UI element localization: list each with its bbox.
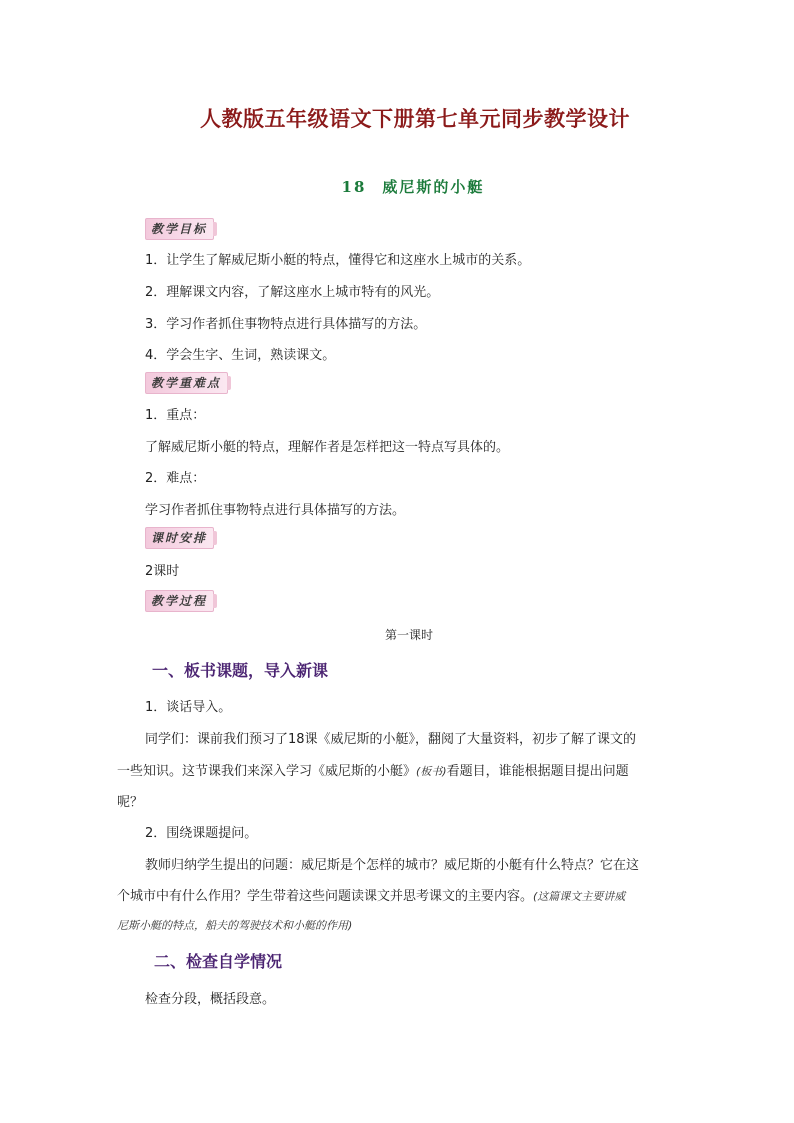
- lesson-number: 18: [341, 178, 367, 196]
- lesson-name: 威尼斯的小艇: [382, 178, 485, 196]
- part1-step2: 2．围绕课题提问。: [145, 826, 258, 841]
- session-title: 第一课时: [384, 628, 433, 642]
- document-title: 人教版五年级语文下册第七单元同步教学设计: [200, 107, 630, 131]
- part1-step1: 1．谈话导入。: [145, 700, 232, 715]
- lesson-title: [0, 176, 794, 197]
- objectives-tag: 教学目标: [145, 218, 214, 240]
- process-tag: 教学过程: [145, 590, 214, 612]
- keypoints-tag: 教学重难点: [145, 372, 228, 394]
- part1-para2-line2: [117, 885, 625, 904]
- objective-item: 4．学会生字、生词，熟读课文。: [145, 348, 336, 363]
- part2-text: 检查分段，概括段意。: [145, 992, 276, 1007]
- part1-para1-line2-b: 看题目，谁能根据题目提出问题: [446, 764, 629, 779]
- summary-note-cont: 尼斯小艇的特点，船夫的驾驶技术和小艇的作用): [117, 919, 353, 932]
- key-text: 了解威尼斯小艇的特点，理解作者是怎样把这一特点写具体的。: [145, 440, 510, 455]
- key-label: 1．重点：: [145, 408, 206, 423]
- objective-item: 3．学习作者抓住事物特点进行具体描写的方法。: [145, 317, 427, 332]
- part2-heading: 二、检查自学情况: [154, 952, 283, 971]
- part1-heading: 一、板书课题，导入新课: [152, 661, 329, 680]
- part1-para1-line2: [117, 760, 629, 779]
- board-note: (板书): [416, 765, 447, 778]
- part1-para1-line1: 同学们：课前我们预习了18课《威尼斯的小艇》，翻阅了大量资料，初步了解了课文的: [145, 732, 637, 747]
- part1-para1-line2-a: 一些知识。这节课我们来深入学习《威尼斯的小艇》: [117, 764, 417, 779]
- part1-para1-line3: 呢？: [117, 795, 144, 810]
- part1-para2-line1: 教师归纳学生提出的问题：威尼斯是个怎样的城市？威尼斯的小艇有什么特点？它在这: [145, 858, 640, 873]
- objective-item: 1．让学生了解威尼斯小艇的特点，懂得它和这座水上城市的关系。: [145, 253, 531, 268]
- part1-para2-line2-a: 个城市中有什么作用？学生带着这些问题读课文并思考课文的主要内容。: [117, 889, 534, 904]
- objective-item: 2．理解课文内容，了解这座水上城市特有的风光。: [145, 285, 440, 300]
- difficulty-text: 学习作者抓住事物特点进行具体描写的方法。: [145, 503, 406, 518]
- schedule-text: 2课时: [145, 564, 180, 579]
- schedule-tag: 课时安排: [145, 527, 214, 549]
- summary-note: (这篇课文主要讲威: [533, 890, 626, 903]
- difficulty-label: 2．难点：: [145, 471, 206, 486]
